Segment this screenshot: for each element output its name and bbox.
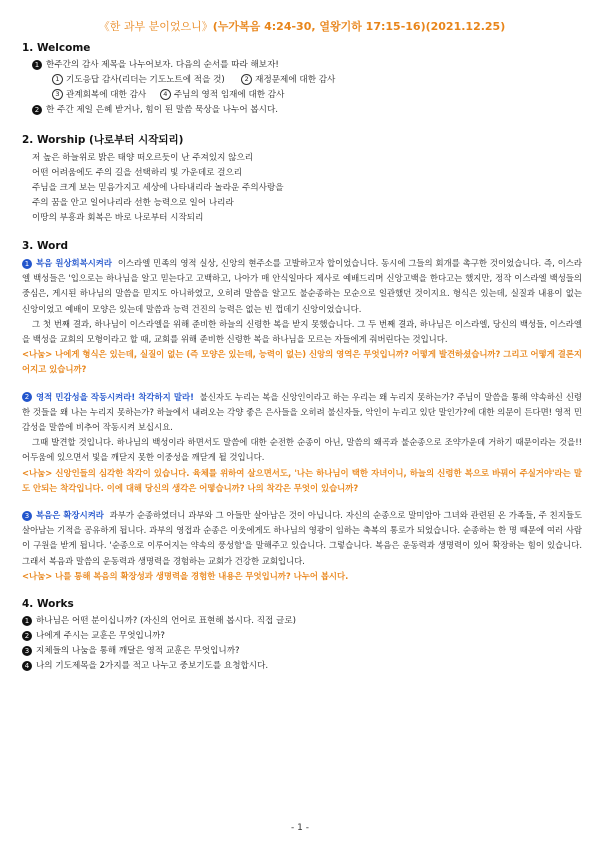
number-2-icon: 2: [22, 631, 32, 641]
number-4-icon: 4: [22, 661, 32, 671]
title-reference: (누가복음 4:24-30, 열왕기하 17:15-16)(2021.12.25): [212, 20, 506, 33]
point-2-question: <나눔> 신앙인들의 심각한 착각이 있습니다. 육체를 위하여 살으면서도, '나는 하나님이 택한 자녀이니, 하늘의 신령한 복으로 바꿔어 주실거야'라는 말도 안되는 착각입니다. 이에 대해 당신의 생각은 어떻습니까? 나의 착각은 무엇이 있습니까?: [22, 467, 582, 493]
point-2-body-2: 그때 발견할 것입니다. 하나님의 백성이라 하면서도 말씀에 대한 순전한 순종이 아닌, 말씀의 왜곡과 불순종으로 조약가운데 거하기 때문이라는 것을!! 어두움에 있으면서 빛을 깨닫지 못한 이중성을 깨닫게 될 것입니다.: [22, 437, 582, 463]
word-point-3: [22, 508, 582, 569]
word-section: [22, 240, 582, 584]
works-item: 3 지체들의 나눔을 통해 깨달은 영적 교훈은 무엇입니까?: [22, 644, 582, 659]
point-3-body: 과부가 순종하였더니 과부와 그 아들만 살아남은 것이 아닙니다. 자신의 순종으로 말미암아 그녀와 관련된 온 가족들, 주 친지들도 살아남는 기적을 공유하게 됩니다. 과부의 영접과 순종은 이웃에게도 하나님의 영광이 임하는 축복의 통로가 되었습니다. 순종하는 한 명 때문에 여러 사람이 구원을 받게 됩니다. '순종으로 이루어지는 약속의 풍성함'을 말해주고 있습니다. 그렇습니다. 복음은 운동력과 생명력이 있어 확장하는 힘이 있습니다. 그래서 복음과 말씀의 운동력과 생명력을 경험하는 교회가 건강한 교회입니다.: [22, 510, 583, 566]
works-item: 4 나의 기도제목을 2가지를 적고 나누고 중보기도를 요청합시다.: [22, 659, 582, 674]
point-2-title: 영적 민감성을 작동시켜라! 착각하지 말라!: [36, 391, 194, 402]
point-3-question: <나눔> 나를 통해 복음의 확장성과 생명력을 경험한 내용은 무엇입니까? 나누어 봅시다.: [22, 570, 349, 581]
page-title: [22, 18, 582, 34]
worship-line: 이땅의 부흥과 회복은 바로 나로부터 시작되리: [32, 213, 204, 223]
word-point-2: [22, 390, 582, 436]
point-3-title: 복음은 확장시켜라: [36, 510, 104, 521]
circle-4-icon: 4: [160, 89, 171, 100]
point-2-body: 불신자도 누리는 복을 신앙인이라고 하는 우리는 왜 누리지 못하는가? 주님이 말씀을 통해 약속하신 신령한 것들을 왜 나는 누리지 못하는가? 하늘에서 내려오는 각양 좋은 은사들을 오히려 불신자들, 악인이 누리고 있단 말인가?에 대한 의문이 든다면! 영적 민감성을 말씀에 비추어 작동시켜 보십시요.: [22, 391, 583, 433]
number-3-icon: 3: [22, 511, 32, 521]
number-1-icon: 1: [22, 259, 32, 269]
worship-heading: 2. Worship (나로부터 시작되리): [22, 134, 184, 146]
welcome-item-1: 1 한주간의 감사 제목을 나누어보자. 다음의 순서를 따라 해보자!: [22, 58, 582, 73]
works-item: 2 나에게 주시는 교훈은 무엇입니까?: [22, 629, 582, 644]
works-heading: 4. Works: [22, 598, 74, 611]
number-2-icon: 2: [32, 105, 42, 115]
number-2-icon: 2: [22, 392, 32, 402]
circle-3-icon: 3: [52, 89, 63, 100]
number-3-icon: 3: [22, 646, 32, 656]
worship-line: 어떤 어려움에도 주의 길을 선택하리 빛 가운데로 걸으리: [32, 168, 243, 178]
worship-line: 주의 꿈을 안고 일어나리라 선한 능력으로 일어 나리라: [32, 198, 234, 208]
title-name: 《한 과부 분이었으니》: [98, 20, 213, 33]
welcome-heading: 1. Welcome: [22, 42, 91, 54]
number-1-icon: 1: [32, 60, 42, 70]
word-point-1: [22, 256, 582, 317]
welcome-subitems-row-1: 1 기도응답 감사(리더는 기도노트에 적을 것) 2 재정문제에 대한 감사: [22, 73, 582, 88]
welcome-item-2: 2 한 주간 제일 은혜 받거나, 힘이 된 말씀 묵상을 나누어 봅시다.: [22, 103, 582, 118]
point-1-question: <나눔> 나에게 형식은 있는데, 실질이 없는 (즉 모양은 있는데, 능력이 없는) 신앙의 영역은 무엇입니까? 어떻게 발견하셨습니까? 그리고 어떻게 결론지어지고 있습니까?: [22, 349, 582, 375]
worship-line: 저 높은 하늘위로 밝은 태양 떠오르듯이 난 주져있지 않으리: [32, 153, 254, 163]
welcome-section: [22, 42, 582, 118]
worship-line: 주님을 크게 보는 믿음가지고 세상에 나타내리라 놀라운 주의사랑을: [32, 183, 284, 193]
point-1-body-2: 그 첫 번째 결과, 하나님이 이스라엘을 위해 준비한 하늘의 신령한 복을 받지 못했습니다. 그 두 번째 결과, 하나님은 이스라엘, 당신의 백성들, 이스라엘을 백성을 교회의 모형이라고 할 때, 교회를 위해 준비한 신령한 복을 하나님을 모르는 자들에게 줘버린다는 것입니다.: [22, 318, 582, 345]
welcome-subitems-row-2: 3 관계회복에 대한 감사 4 주님의 영적 임재에 대한 감사: [22, 88, 582, 103]
point-1-body: 이스라엘 민족의 영적 실상, 신앙의 현주소를 고발하고자 합이었습니다. 동시에 그들의 회개를 촉구한 것이었습니다. 즉, 이스라엘 백성들은 '입으로는 하나님을 알고 믿는다고 고백하고, 나아가 매 안식일마다 제사로 예배드리며 신앙고백을 한다고는 했지만, 정작 이스라엘 백성들의 중심은, 게시된 하나님의 말씀을 믿지도 아니하였고, 오히려 말씀을 알고도 불순종하는 모순으로 일관했던 것이지요. 형식은 있는데, 실질과 내용이 없는 신앙이었고 예배이 모양은 있는데 말씀과 능력 건진의 능력은 없는 빈 껍데기 신앙이었습니다.: [22, 258, 582, 314]
point-1-title: 복음 원상회복시켜라: [36, 258, 112, 268]
number-1-icon: 1: [22, 616, 32, 626]
works-item: 1 하나님은 어떤 분이십니까? (자신의 언어로 표현해 봅시다. 직접 글로): [22, 614, 582, 629]
works-section: [22, 598, 582, 674]
circle-2-icon: 2: [241, 74, 252, 85]
worship-section: [22, 132, 582, 226]
page-number: - 1 -: [291, 823, 309, 833]
document-page: [22, 18, 582, 688]
circle-1-icon: 1: [52, 74, 63, 85]
word-heading: 3. Word: [22, 240, 69, 252]
